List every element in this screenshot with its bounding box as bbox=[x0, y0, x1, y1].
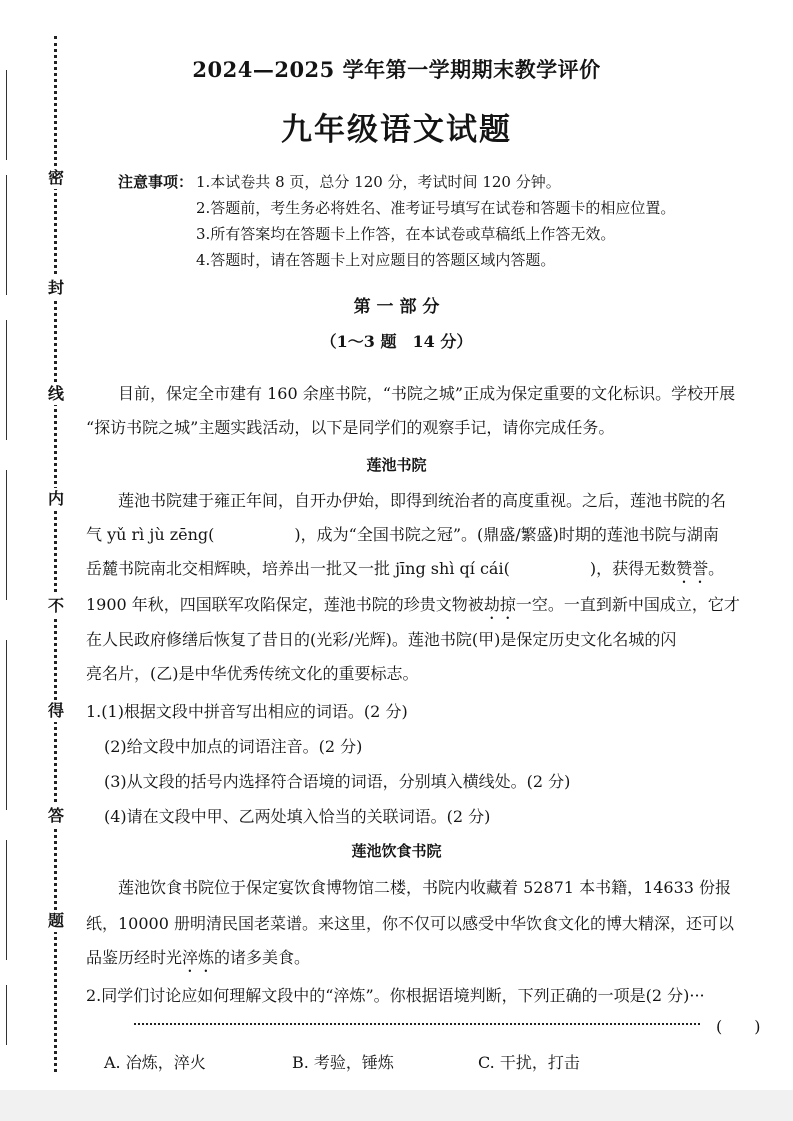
section-heading-lianchi: 莲池书院 bbox=[366, 456, 427, 474]
exam-title: 2024—2025 学年第一学期期末教学评价 bbox=[192, 57, 601, 82]
binding-char: 封 bbox=[44, 277, 68, 299]
binding-char: 线 bbox=[44, 383, 68, 405]
passage-text: 莲池饮食书院位于保定宴饮食博物馆二楼，书院内收藏着 52871 本书籍，14633 份报 bbox=[118, 878, 732, 897]
part-title: 第 一 部 分 bbox=[353, 297, 440, 317]
binding-char: 内 bbox=[44, 488, 68, 510]
notice-label: 注意事项： bbox=[118, 173, 194, 191]
passage-text: 莲池书院建于雍正年间，自开办伊始，即得到统治者的高度重视。之后，莲池书院的名 bbox=[118, 491, 727, 510]
binding-edge-line bbox=[6, 640, 7, 810]
intro-text: “探访书院之城”主题实践活动，以下是同学们的观察手记，请你完成任务。 bbox=[86, 418, 615, 437]
dotted-word: 淬炼 bbox=[182, 948, 215, 967]
option-b: B. 考验，锤炼 bbox=[292, 1053, 394, 1072]
notice-item: 2.答题前，考生务必将姓名、准考证号填写在试卷和答题卡的相应位置。 bbox=[196, 199, 676, 217]
binding-char: 答 bbox=[44, 805, 68, 827]
option-c: C. 干扰，打击 bbox=[478, 1053, 580, 1072]
binding-char: 得 bbox=[44, 700, 68, 722]
notice-item: 1.本试卷共 8 页，总分 120 分，考试时间 120 分钟。 bbox=[196, 173, 561, 191]
intro-text: 目前，保定全市建有 160 余座书院，“书院之城”正成为保定重要的文化标识。学校开展 bbox=[118, 384, 736, 403]
answer-paren: ( ) bbox=[716, 1017, 761, 1036]
question-1-sub: (2)给文段中加点的词语注音。(2 分) bbox=[104, 737, 363, 756]
passage-text: 品鉴历经时光淬炼的诸多美食。 bbox=[86, 948, 311, 967]
passage-text: 纸，10000 册明清民国老菜谱。来这里，你不仅可以感受中华饮食文化的博大精深，还可以 bbox=[86, 914, 734, 933]
binding-edge-line bbox=[6, 470, 7, 600]
page-bottom-margin bbox=[0, 1090, 793, 1121]
answer-leader-dots bbox=[134, 1023, 700, 1025]
option-a: A. 冶炼，淬火 bbox=[104, 1053, 206, 1072]
notice-item: 4.答题时，请在答题卡上对应题目的答题区域内答题。 bbox=[196, 251, 556, 269]
notice-item: 3.所有答案均在答题卡上作答，在本试卷或草稿纸上作答无效。 bbox=[196, 225, 616, 243]
question-1-sub: (4)请在文段中甲、乙两处填入恰当的关联词语。(2 分) bbox=[104, 807, 491, 826]
dotted-word: 劫掠 bbox=[483, 595, 516, 614]
binding-char: 题 bbox=[44, 910, 68, 932]
passage-text: 岳麓书院南北交相辉映，培养出一批又一批 jīng shì qí cái( )，获得无数赞誉。 bbox=[86, 559, 725, 578]
dotted-word: 赞誉 bbox=[676, 559, 709, 578]
passage-text: 在人民政府修缮后恢复了昔日的(光彩/光辉)。莲池书院(甲)是保定历史文化名城的闪 bbox=[86, 630, 677, 649]
binding-char: 不 bbox=[44, 595, 68, 617]
section-heading-yinshi: 莲池饮食书院 bbox=[351, 842, 442, 860]
binding-edge-line bbox=[6, 985, 7, 1045]
question-2-stem: 2.同学们讨论应如何理解文段中的“淬炼”。你根据语境判断，下列正确的一项是(2 分)··· bbox=[86, 986, 705, 1005]
question-1-stem: 1.(1)根据文段中拼音写出相应的词语。(2 分) bbox=[86, 702, 408, 721]
question-1-sub: (3)从文段的括号内选择符合语境的词语，分别填入横线处。(2 分) bbox=[104, 772, 571, 791]
exam-subtitle: 九年级语文试题 bbox=[281, 112, 512, 148]
passage-text: 气 yǔ rì jù zēng( )，成为“全国书院之冠”。(鼎盛/繁盛)时期的莲池书院与湖南 bbox=[86, 525, 719, 544]
part-range: （1～3 题 14 分） bbox=[320, 332, 473, 351]
passage-text: 1900 年秋，四国联军攻陷保定，莲池书院的珍贵文物被劫掠一空。一直到新中国成立，它才 bbox=[86, 595, 740, 614]
binding-edge-line bbox=[6, 175, 7, 295]
passage-text: 亮名片，(乙)是中华优秀传统文化的重要标志。 bbox=[86, 664, 419, 683]
binding-char: 密 bbox=[44, 167, 68, 189]
